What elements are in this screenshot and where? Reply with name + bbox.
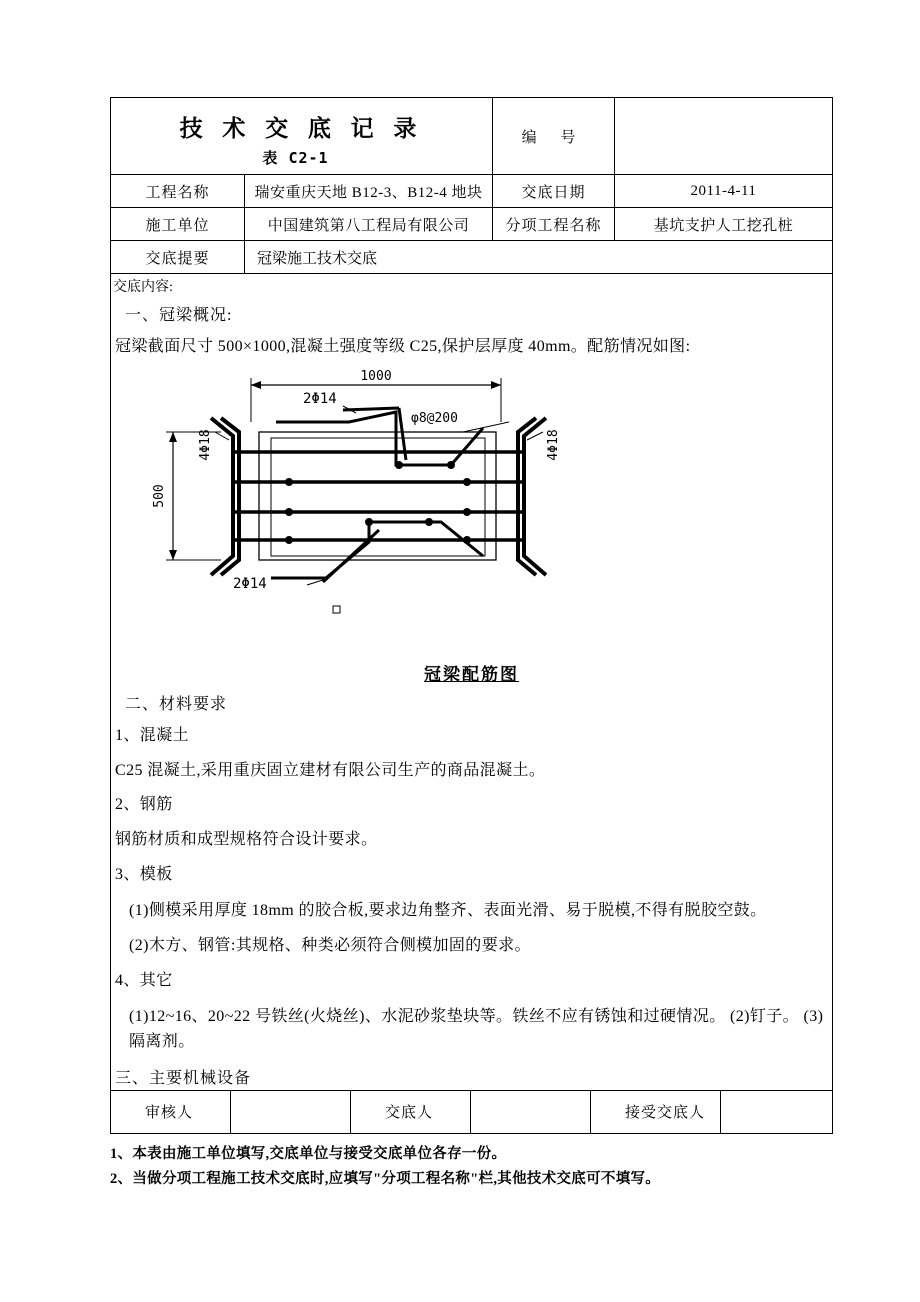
formwork-point-2: (2)木方、钢管:其规格、种类必须符合侧模加固的要求。: [129, 937, 531, 955]
receiver-label: 接受交底人: [591, 1090, 721, 1133]
table-row: [111, 175, 833, 208]
other-point-1: (1)12~16、20~22 号铁丝(火烧丝)、水泥砂浆垫块等。铁丝不应有锈蚀和过硬情况。 (2)钉子。 (3)隔离剂。: [129, 1007, 824, 1051]
signature-table: [110, 1090, 833, 1134]
content-row: [111, 274, 833, 1091]
reviewer-value[interactable]: [231, 1090, 351, 1133]
rebar-figure: [111, 370, 832, 660]
signature-row: [111, 1090, 833, 1133]
table-row: [111, 208, 833, 241]
dim-left-label: 500: [152, 484, 167, 508]
summary-label: 交底提要: [111, 241, 245, 274]
contractor-label: 施工单位: [111, 208, 245, 241]
label-stirrup: φ8@200: [411, 410, 458, 426]
contractor-value[interactable]: 中国建筑第八工程局有限公司: [245, 208, 493, 241]
label-top-bar: 2Φ14: [303, 390, 337, 407]
table-row: [111, 241, 833, 274]
label-bottom-bar: 2Φ14: [233, 575, 267, 592]
form-code: 表 C2-1: [262, 149, 329, 167]
section-3-title: 三、主要机械设备: [115, 1069, 252, 1087]
number-value[interactable]: [615, 98, 833, 175]
reviewer-label: 审核人: [111, 1090, 231, 1133]
subproject-value[interactable]: 基坑支护人工挖孔桩: [615, 208, 833, 241]
section-1-title: 一、冠梁概况:: [125, 307, 233, 324]
project-name-value[interactable]: 瑞安重庆天地 B12-3、B12-4 地块: [245, 175, 493, 208]
receiver-value[interactable]: [721, 1090, 833, 1133]
project-name-label: 工程名称: [111, 175, 245, 208]
footer-note-2: 2、当做分项工程施工技术交底时,应填写"分项工程名称"栏,其他技术交底可不填写。: [110, 1171, 661, 1188]
main-table: [110, 97, 833, 1091]
presenter-label: 交底人: [351, 1090, 471, 1133]
section-4-title: 4、其它: [115, 971, 173, 989]
material-item-1-body: C25 混凝土,采用重庆固立建材有限公司生产的商品混凝土。: [115, 761, 546, 779]
rebar-diagram-svg: [111, 370, 805, 658]
date-value[interactable]: 2011-4-11: [615, 175, 833, 208]
dim-top-label: 1000: [360, 369, 392, 384]
formwork-point-1: (1)侧模采用厚度 18mm 的胶合板,要求边角整齐、表面光滑、易于脱模,不得有脱胶空鼓。: [129, 901, 767, 919]
material-item-3-title: 3、模板: [115, 865, 173, 883]
presenter-value[interactable]: [471, 1090, 591, 1133]
section-1-paragraph: 冠梁截面尺寸 500×1000,混凝土强度等级 C25,保护层厚度 40mm。配筋情况如图:: [115, 338, 691, 355]
content-lead: 交底内容:: [113, 280, 173, 295]
label-left-bar: 4Φ18: [198, 429, 213, 461]
summary-value[interactable]: 冠梁施工技术交底: [245, 241, 833, 274]
title-row: [111, 98, 833, 175]
title-cell: [111, 98, 493, 175]
date-label: 交底日期: [493, 175, 615, 208]
section-2-title: 二、材料要求: [125, 695, 228, 713]
content-cell: [111, 274, 833, 1091]
material-item-2-body: 钢筋材质和成型规格符合设计要求。: [115, 831, 378, 849]
material-item-1-title: 1、混凝土: [115, 726, 190, 744]
subproject-label: 分项工程名称: [493, 208, 615, 241]
material-item-2-title: 2、钢筋: [115, 796, 173, 814]
label-right-bar: 4Φ18: [546, 429, 561, 461]
page-title: 技 术 交 底 记 录: [179, 116, 424, 141]
footer-note-1: 1、本表由施工单位填写,交底单位与接受交底单位各存一份。: [110, 1145, 507, 1162]
number-label: 编 号: [493, 98, 615, 175]
document-body: [110, 97, 832, 1193]
footer-notes: [110, 1142, 832, 1193]
figure-caption: 冠梁配筋图: [424, 664, 519, 684]
